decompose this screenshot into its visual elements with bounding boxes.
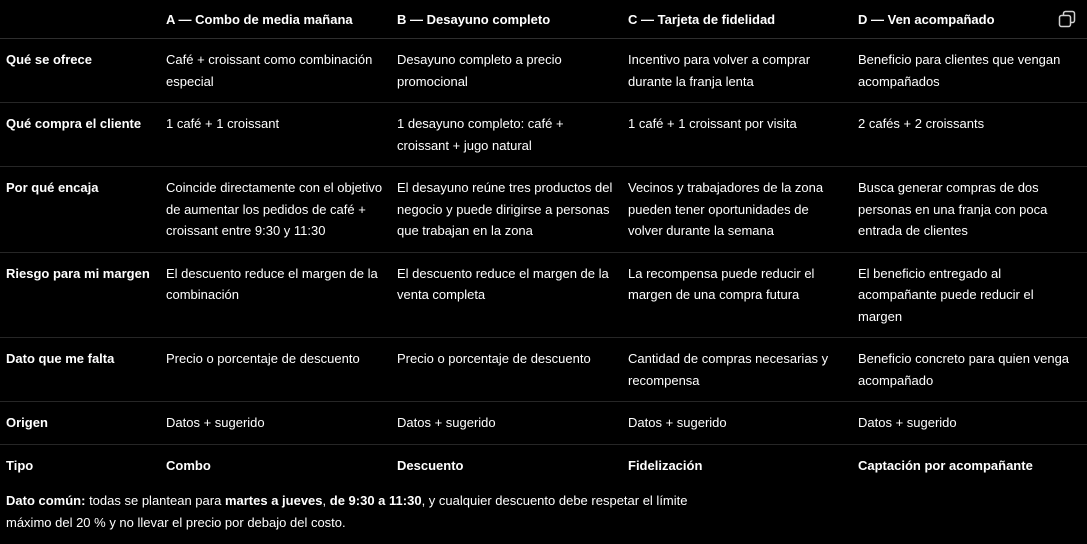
table-cell: Datos + sugerido [852, 402, 1087, 445]
table-cell: Fidelización [628, 457, 703, 473]
table-cell: El descuento reduce el margen de la combinación [160, 252, 391, 338]
note-days: martes a jueves [224, 493, 323, 508]
table-cell: Datos + sugerido [160, 402, 391, 445]
header-option-d: D — Ven acompañado [852, 0, 1087, 39]
table-row [0, 338, 1087, 402]
table-cell: Cantidad de compras necesarias y recompensa [622, 338, 852, 402]
table-row [0, 103, 1087, 167]
table-row [0, 444, 1087, 486]
row-label: Qué se ofrece [0, 39, 160, 103]
table-cell: Desayuno completo a precio promocional [391, 39, 622, 103]
table-cell: Descuento [397, 457, 464, 473]
table-cell: Coincide directamente con el objetivo de aumentar los pedidos de café + croissant entre 9:30 y 11:30 [160, 167, 391, 253]
row-label: Origen [0, 402, 160, 445]
table-cell: Busca generar compras de dos personas en una franja con poca entrada de clientes [852, 167, 1087, 253]
note-text-2: , [322, 493, 330, 508]
table-cell: Datos + sugerido [391, 402, 622, 445]
table-cell: El descuento reduce el margen de la venta completa [391, 252, 622, 338]
row-label: Dato que me falta [0, 338, 160, 402]
note-text-1: todas se plantean para [85, 493, 225, 508]
table-header-row [0, 0, 1087, 39]
table-cell: Beneficio para clientes que vengan acompañados [852, 39, 1087, 103]
table-row [0, 39, 1087, 103]
table-cell: El desayuno reúne tres productos del negocio y puede dirigirse a personas que trabajan en la zona [391, 167, 622, 253]
table-row [0, 167, 1087, 253]
row-label: Tipo [6, 457, 34, 473]
header-option-b: B — Desayuno completo [391, 0, 622, 39]
note-text-3: , y cualquier descuento debe respetar el límite máximo del 20 % y no llevar el precio por debajo del costo. [6, 493, 688, 530]
table-cell: La recompensa puede reducir el margen de una compra futura [622, 252, 852, 338]
note-hours: de 9:30 a 11:30 [329, 493, 422, 508]
table-cell: Vecinos y trabajadores de la zona pueden tener oportunidades de volver durante la semana [622, 167, 852, 253]
row-label: Por qué encaja [0, 167, 160, 253]
table-cell: Precio o porcentaje de descuento [391, 338, 622, 402]
row-label: Riesgo para mi margen [0, 252, 160, 338]
header-empty [0, 0, 160, 39]
table-cell: Incentivo para volver a comprar durante la franja lenta [622, 39, 852, 103]
common-note [6, 490, 706, 534]
table-cell: Captación por acompañante [858, 457, 1033, 473]
header-option-c: C — Tarjeta de fidelidad [622, 0, 852, 39]
table-row [0, 252, 1087, 338]
table-cell: El beneficio entregado al acompañante puede reducir el margen [852, 252, 1087, 338]
table-cell: 1 café + 1 croissant [160, 103, 391, 167]
table-cell: Café + croissant como combinación especial [160, 39, 391, 103]
table-cell: Combo [166, 457, 211, 473]
table-cell: 1 desayuno completo: café + croissant + jugo natural [391, 103, 622, 167]
table-cell: Precio o porcentaje de descuento [160, 338, 391, 402]
table-cell: 1 café + 1 croissant por visita [622, 103, 852, 167]
table-cell: Datos + sugerido [622, 402, 852, 445]
note-lead: Dato común: [6, 493, 86, 508]
table-cell: 2 cafés + 2 croissants [852, 103, 1087, 167]
header-option-a: A — Combo de media mañana [160, 0, 391, 39]
table-cell: Beneficio concreto para quien venga acompañado [852, 338, 1087, 402]
table-row [0, 402, 1087, 445]
row-label: Qué compra el cliente [0, 103, 160, 167]
